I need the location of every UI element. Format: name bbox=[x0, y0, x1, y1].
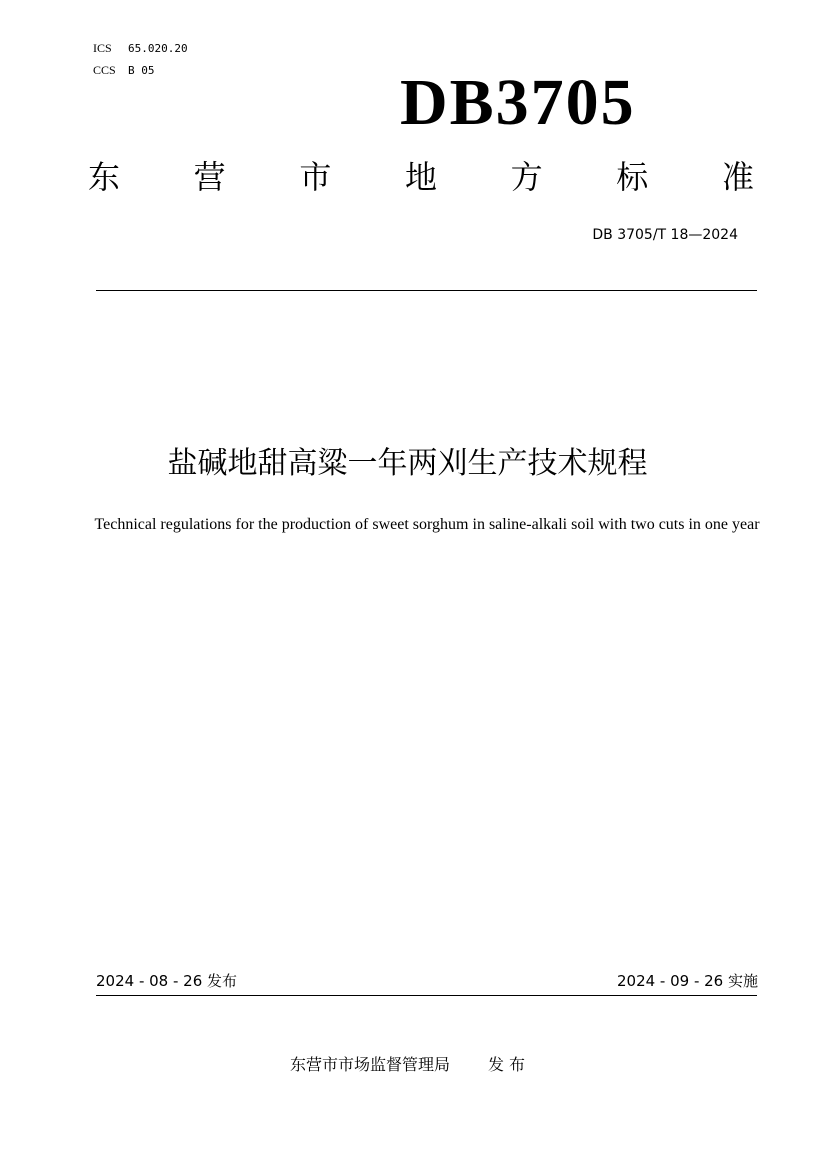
publisher-line bbox=[0, 1054, 815, 1076]
standard-type-char: 市 bbox=[299, 158, 332, 196]
standard-type-char: 标 bbox=[616, 158, 649, 196]
ics-label: ICS bbox=[93, 41, 112, 55]
standard-code: DB3705 bbox=[400, 66, 636, 139]
publisher-action: 发 布 bbox=[487, 1055, 526, 1074]
standard-number: DB 3705/T 18—2024 bbox=[592, 227, 738, 243]
ics-value: 65.020.20 bbox=[128, 42, 188, 55]
ics-line bbox=[93, 41, 188, 56]
standard-type-char: 地 bbox=[404, 158, 437, 196]
bottom-divider bbox=[96, 995, 757, 996]
implementation-date: 2024 - 09 - 26 实施 bbox=[616, 972, 758, 990]
document-title-chinese: 盐碱地甜高粱一年两刈生产技术规程 bbox=[167, 446, 648, 481]
issue-date: 2024 - 08 - 26 发布 bbox=[96, 972, 238, 990]
standard-type-char: 准 bbox=[721, 158, 754, 196]
top-divider bbox=[96, 290, 757, 291]
publisher-name: 东营市市场监督管理局 bbox=[289, 1055, 450, 1074]
ccs-label: CCS bbox=[93, 63, 116, 77]
standard-type bbox=[88, 156, 754, 198]
standard-type-char: 营 bbox=[193, 158, 226, 196]
ccs-line bbox=[93, 63, 155, 78]
document-title-english: Technical regulations for the production of sweet sorghum in saline-alkali soil with two cuts in one year bbox=[94, 516, 760, 533]
standard-type-char: 方 bbox=[510, 158, 543, 196]
standard-type-char: 东 bbox=[88, 158, 121, 196]
ccs-value: B 05 bbox=[128, 64, 155, 77]
